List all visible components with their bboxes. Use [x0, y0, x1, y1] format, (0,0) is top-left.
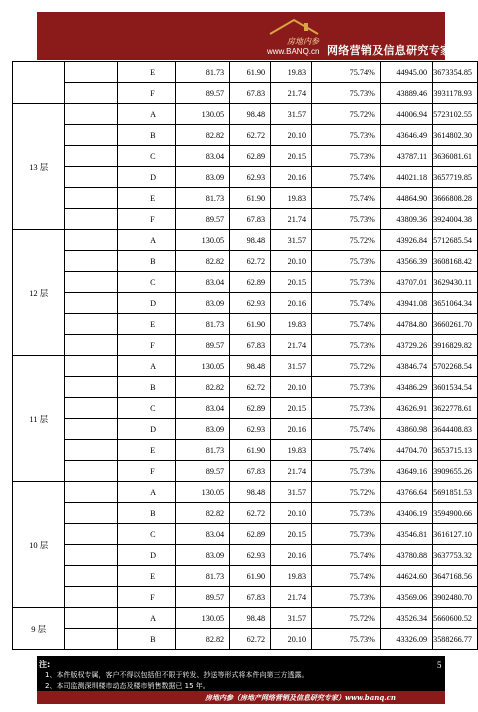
table-row — [13, 566, 478, 587]
total-price-cell: 3660261.70 — [433, 314, 478, 335]
unit-price-cell: 43546.81 — [380, 524, 432, 545]
area-cell: 130.05 — [175, 482, 230, 503]
shared-area-cell: 31.57 — [271, 104, 312, 125]
area-cell: 89.57 — [175, 83, 230, 104]
unit-cell: D — [118, 167, 175, 188]
ratio-cell: 75.74% — [312, 167, 381, 188]
unit-cell: C — [118, 398, 175, 419]
unit-price-cell: 43486.29 — [380, 377, 432, 398]
unit-price-cell: 43626.91 — [380, 398, 432, 419]
total-price-cell: 3651064.34 — [433, 293, 478, 314]
table-row — [13, 83, 478, 104]
shared-area-cell: 19.83 — [271, 62, 312, 83]
table-body — [13, 62, 478, 650]
area-cell: 81.73 — [175, 566, 230, 587]
ratio-cell: 75.74% — [312, 293, 381, 314]
unit-cell: D — [118, 293, 175, 314]
total-price-cell: 5712685.54 — [433, 230, 478, 251]
inner-area-cell: 98.48 — [230, 482, 271, 503]
unit-price-cell: 44784.80 — [380, 314, 432, 335]
ratio-cell: 75.74% — [312, 545, 381, 566]
inner-area-cell: 98.48 — [230, 104, 271, 125]
total-price-cell: 3909655.26 — [433, 461, 478, 482]
ratio-cell: 75.74% — [312, 188, 381, 209]
inner-area-cell: 67.83 — [230, 83, 271, 104]
table-row — [13, 377, 478, 398]
shared-area-cell: 31.57 — [271, 356, 312, 377]
total-price-cell: 3588266.77 — [433, 629, 478, 650]
ratio-cell: 75.73% — [312, 398, 381, 419]
area-cell: 82.82 — [175, 251, 230, 272]
total-price-cell: 3637753.32 — [433, 545, 478, 566]
unit-cell: B — [118, 629, 175, 650]
inner-area-cell: 67.83 — [230, 587, 271, 608]
spacer-cell — [65, 545, 118, 566]
ratio-cell: 75.73% — [312, 146, 381, 167]
ratio-cell: 75.73% — [312, 125, 381, 146]
table-row — [13, 230, 478, 251]
unit-price-cell: 43780.88 — [380, 545, 432, 566]
total-price-cell: 3657719.85 — [433, 167, 478, 188]
unit-price-cell: 44021.18 — [380, 167, 432, 188]
unit-price-cell: 43566.39 — [380, 251, 432, 272]
shared-area-cell: 31.57 — [271, 608, 312, 629]
unit-cell: A — [118, 482, 175, 503]
footer-tagline: 房地内参（房地产网络营销及信息研究专家）www.banq.cn — [205, 693, 397, 702]
table-row — [13, 440, 478, 461]
spacer-cell — [65, 251, 118, 272]
total-price-cell: 3614802.30 — [433, 125, 478, 146]
inner-area-cell: 62.89 — [230, 398, 271, 419]
unit-price-cell: 43926.84 — [380, 230, 432, 251]
area-cell: 130.05 — [175, 608, 230, 629]
floor-label — [13, 62, 65, 104]
table-row — [13, 293, 478, 314]
total-price-cell: 5660600.52 — [433, 608, 478, 629]
inner-area-cell: 98.48 — [230, 608, 271, 629]
floor-label: 11 层 — [13, 356, 65, 482]
total-price-cell: 3601534.54 — [433, 377, 478, 398]
shared-area-cell: 21.74 — [271, 587, 312, 608]
shared-area-cell: 19.83 — [271, 566, 312, 587]
unit-cell: F — [118, 83, 175, 104]
area-cell: 89.57 — [175, 209, 230, 230]
inner-area-cell: 61.90 — [230, 314, 271, 335]
unit-cell: B — [118, 251, 175, 272]
area-cell: 82.82 — [175, 629, 230, 650]
ratio-cell: 75.73% — [312, 251, 381, 272]
shared-area-cell: 20.10 — [271, 377, 312, 398]
table-row — [13, 146, 478, 167]
note-line-1: 1、本件版权专属，客户不得以包括但不限于转发、抄送等形式将本件向第三方透露。 — [45, 671, 309, 679]
inner-area-cell: 62.93 — [230, 167, 271, 188]
total-price-cell: 5702268.54 — [433, 356, 478, 377]
shared-area-cell: 20.16 — [271, 293, 312, 314]
unit-price-cell: 43526.34 — [380, 608, 432, 629]
spacer-cell — [65, 398, 118, 419]
spacer-cell — [65, 419, 118, 440]
unit-price-cell: 43707.01 — [380, 272, 432, 293]
area-cell: 83.04 — [175, 398, 230, 419]
ratio-cell: 75.73% — [312, 524, 381, 545]
area-cell: 130.05 — [175, 356, 230, 377]
area-cell: 83.04 — [175, 272, 230, 293]
shared-area-cell: 31.57 — [271, 482, 312, 503]
inner-area-cell: 62.89 — [230, 272, 271, 293]
area-cell: 89.57 — [175, 587, 230, 608]
shared-area-cell: 21.74 — [271, 209, 312, 230]
table-row — [13, 608, 478, 629]
inner-area-cell: 62.93 — [230, 293, 271, 314]
spacer-cell — [65, 629, 118, 650]
shared-area-cell: 21.74 — [271, 335, 312, 356]
table-row — [13, 356, 478, 377]
inner-area-cell: 62.72 — [230, 503, 271, 524]
inner-area-cell: 98.48 — [230, 356, 271, 377]
shared-area-cell: 20.10 — [271, 629, 312, 650]
total-price-cell: 3916829.82 — [433, 335, 478, 356]
ratio-cell: 75.73% — [312, 587, 381, 608]
shared-area-cell: 20.15 — [271, 398, 312, 419]
inner-area-cell: 67.83 — [230, 461, 271, 482]
unit-cell: D — [118, 419, 175, 440]
table-row — [13, 272, 478, 293]
ratio-cell: 75.72% — [312, 356, 381, 377]
ratio-cell: 75.73% — [312, 503, 381, 524]
spacer-cell — [65, 608, 118, 629]
table-row — [13, 188, 478, 209]
shared-area-cell: 19.83 — [271, 188, 312, 209]
shared-area-cell: 31.57 — [271, 230, 312, 251]
area-cell: 81.73 — [175, 314, 230, 335]
unit-price-cell: 43860.98 — [380, 419, 432, 440]
unit-cell: C — [118, 146, 175, 167]
ratio-cell: 75.73% — [312, 83, 381, 104]
ratio-cell: 75.73% — [312, 335, 381, 356]
spacer-cell — [65, 293, 118, 314]
shared-area-cell: 20.16 — [271, 545, 312, 566]
unit-price-cell: 43787.11 — [380, 146, 432, 167]
spacer-cell — [65, 314, 118, 335]
floor-label: 9 层 — [13, 608, 65, 650]
area-cell: 83.09 — [175, 419, 230, 440]
total-price-cell: 3653715.13 — [433, 440, 478, 461]
ratio-cell: 75.74% — [312, 314, 381, 335]
unit-price-cell: 44864.90 — [380, 188, 432, 209]
unit-price-cell: 44945.00 — [380, 62, 432, 83]
total-price-cell: 5691851.53 — [433, 482, 478, 503]
table-row — [13, 251, 478, 272]
note-title: 注: — [39, 660, 51, 669]
ratio-cell: 75.73% — [312, 272, 381, 293]
inner-area-cell: 61.90 — [230, 440, 271, 461]
shared-area-cell: 20.16 — [271, 419, 312, 440]
ratio-cell: 75.73% — [312, 461, 381, 482]
spacer-cell — [65, 104, 118, 125]
area-cell: 81.73 — [175, 440, 230, 461]
table-row — [13, 482, 478, 503]
total-price-cell: 5723102.55 — [433, 104, 478, 125]
table-row — [13, 503, 478, 524]
unit-price-cell: 43569.06 — [380, 587, 432, 608]
price-table — [12, 61, 478, 650]
inner-area-cell: 62.89 — [230, 524, 271, 545]
shared-area-cell: 20.10 — [271, 503, 312, 524]
unit-price-cell: 43941.08 — [380, 293, 432, 314]
page-number: 5 — [437, 660, 442, 670]
note-line-2: 2、本司监测深圳楼市动态及楼市销售数据已 15 年。 — [45, 682, 210, 690]
shared-area-cell: 20.15 — [271, 272, 312, 293]
unit-price-cell: 43729.26 — [380, 335, 432, 356]
spacer-cell — [65, 125, 118, 146]
inner-area-cell: 61.90 — [230, 62, 271, 83]
table-row — [13, 587, 478, 608]
area-cell: 83.09 — [175, 293, 230, 314]
unit-price-cell: 43649.16 — [380, 461, 432, 482]
table-row — [13, 524, 478, 545]
unit-cell: A — [118, 230, 175, 251]
total-price-cell: 3644408.83 — [433, 419, 478, 440]
unit-cell: D — [118, 545, 175, 566]
spacer-cell — [65, 440, 118, 461]
table-row — [13, 209, 478, 230]
total-price-cell: 3622778.61 — [433, 398, 478, 419]
unit-price-cell: 43326.09 — [380, 629, 432, 650]
area-cell: 83.04 — [175, 524, 230, 545]
table-row — [13, 461, 478, 482]
ratio-cell: 75.74% — [312, 62, 381, 83]
total-price-cell: 3647168.56 — [433, 566, 478, 587]
table-row — [13, 545, 478, 566]
inner-area-cell: 62.72 — [230, 251, 271, 272]
spacer-cell — [65, 482, 118, 503]
total-price-cell: 3608168.42 — [433, 251, 478, 272]
spacer-cell — [65, 587, 118, 608]
area-cell: 82.82 — [175, 377, 230, 398]
table-row — [13, 167, 478, 188]
unit-cell: A — [118, 356, 175, 377]
unit-price-cell: 43766.64 — [380, 482, 432, 503]
unit-cell: B — [118, 377, 175, 398]
inner-area-cell: 67.83 — [230, 209, 271, 230]
total-price-cell: 3629430.11 — [433, 272, 478, 293]
inner-area-cell: 62.93 — [230, 545, 271, 566]
unit-cell: F — [118, 335, 175, 356]
total-price-cell: 3616127.10 — [433, 524, 478, 545]
spacer-cell — [65, 209, 118, 230]
area-cell: 81.73 — [175, 62, 230, 83]
shared-area-cell: 20.10 — [271, 251, 312, 272]
inner-area-cell: 61.90 — [230, 188, 271, 209]
unit-cell: E — [118, 62, 175, 83]
total-price-cell: 3594900.66 — [433, 503, 478, 524]
area-cell: 83.09 — [175, 545, 230, 566]
unit-cell: B — [118, 503, 175, 524]
shared-area-cell: 20.10 — [271, 125, 312, 146]
inner-area-cell: 62.72 — [230, 377, 271, 398]
unit-price-cell: 43889.46 — [380, 83, 432, 104]
unit-cell: E — [118, 566, 175, 587]
ratio-cell: 75.74% — [312, 440, 381, 461]
header-title: 网络营销及信息研究专家 — [327, 44, 452, 57]
area-cell: 130.05 — [175, 230, 230, 251]
ratio-cell: 75.72% — [312, 482, 381, 503]
area-cell: 83.09 — [175, 167, 230, 188]
shared-area-cell: 21.74 — [271, 461, 312, 482]
inner-area-cell: 98.48 — [230, 230, 271, 251]
unit-cell: F — [118, 209, 175, 230]
unit-cell: B — [118, 125, 175, 146]
total-price-cell: 3666808.28 — [433, 188, 478, 209]
floor-label: 10 层 — [13, 482, 65, 608]
shared-area-cell: 20.15 — [271, 146, 312, 167]
spacer-cell — [65, 461, 118, 482]
unit-price-cell: 44704.70 — [380, 440, 432, 461]
total-price-cell: 3673354.85 — [433, 62, 478, 83]
unit-cell: E — [118, 314, 175, 335]
ratio-cell: 75.73% — [312, 209, 381, 230]
total-price-cell: 3636081.61 — [433, 146, 478, 167]
floor-label: 12 层 — [13, 230, 65, 356]
spacer-cell — [65, 566, 118, 587]
spacer-cell — [65, 524, 118, 545]
unit-cell: A — [118, 608, 175, 629]
spacer-cell — [65, 335, 118, 356]
ratio-cell: 75.74% — [312, 419, 381, 440]
spacer-cell — [65, 188, 118, 209]
area-cell: 82.82 — [175, 125, 230, 146]
area-cell: 89.57 — [175, 335, 230, 356]
unit-price-cell: 43646.49 — [380, 125, 432, 146]
ratio-cell: 75.72% — [312, 230, 381, 251]
inner-area-cell: 62.93 — [230, 419, 271, 440]
inner-area-cell: 62.72 — [230, 629, 271, 650]
table-row — [13, 314, 478, 335]
unit-price-cell: 43406.19 — [380, 503, 432, 524]
unit-cell: C — [118, 524, 175, 545]
shared-area-cell: 19.83 — [271, 440, 312, 461]
total-price-cell: 3924004.38 — [433, 209, 478, 230]
ratio-cell: 75.72% — [312, 104, 381, 125]
spacer-cell — [65, 62, 118, 83]
area-cell: 130.05 — [175, 104, 230, 125]
table-row — [13, 419, 478, 440]
table-row — [13, 104, 478, 125]
table-row — [13, 335, 478, 356]
unit-price-cell: 44006.94 — [380, 104, 432, 125]
unit-price-cell: 43846.74 — [380, 356, 432, 377]
inner-area-cell: 61.90 — [230, 566, 271, 587]
ratio-cell: 75.72% — [312, 608, 381, 629]
area-cell: 83.04 — [175, 146, 230, 167]
logo-website: www.BANQ.cn — [267, 47, 320, 56]
inner-area-cell: 62.72 — [230, 125, 271, 146]
shared-area-cell: 19.83 — [271, 314, 312, 335]
total-price-cell: 3902480.70 — [433, 587, 478, 608]
spacer-cell — [65, 83, 118, 104]
logo-text: 房地内参 — [287, 37, 319, 46]
table-row — [13, 629, 478, 650]
area-cell: 81.73 — [175, 188, 230, 209]
unit-cell: C — [118, 272, 175, 293]
unit-price-cell: 44624.60 — [380, 566, 432, 587]
table-row — [13, 125, 478, 146]
shared-area-cell: 21.74 — [271, 83, 312, 104]
unit-cell: F — [118, 587, 175, 608]
spacer-cell — [65, 356, 118, 377]
shared-area-cell: 20.16 — [271, 167, 312, 188]
spacer-cell — [65, 167, 118, 188]
shared-area-cell: 20.15 — [271, 524, 312, 545]
ratio-cell: 75.74% — [312, 566, 381, 587]
inner-area-cell: 67.83 — [230, 335, 271, 356]
unit-cell: E — [118, 440, 175, 461]
spacer-cell — [65, 146, 118, 167]
unit-cell: F — [118, 461, 175, 482]
table-row — [13, 62, 478, 83]
floor-label: 13 层 — [13, 104, 65, 230]
table-row — [13, 398, 478, 419]
area-cell: 89.57 — [175, 461, 230, 482]
unit-cell: E — [118, 188, 175, 209]
ratio-cell: 75.73% — [312, 629, 381, 650]
area-cell: 82.82 — [175, 503, 230, 524]
total-price-cell: 3931178.93 — [433, 83, 478, 104]
spacer-cell — [65, 230, 118, 251]
inner-area-cell: 62.89 — [230, 146, 271, 167]
unit-price-cell: 43809.36 — [380, 209, 432, 230]
unit-cell: A — [118, 104, 175, 125]
ratio-cell: 75.73% — [312, 377, 381, 398]
spacer-cell — [65, 377, 118, 398]
spacer-cell — [65, 272, 118, 293]
spacer-cell — [65, 503, 118, 524]
